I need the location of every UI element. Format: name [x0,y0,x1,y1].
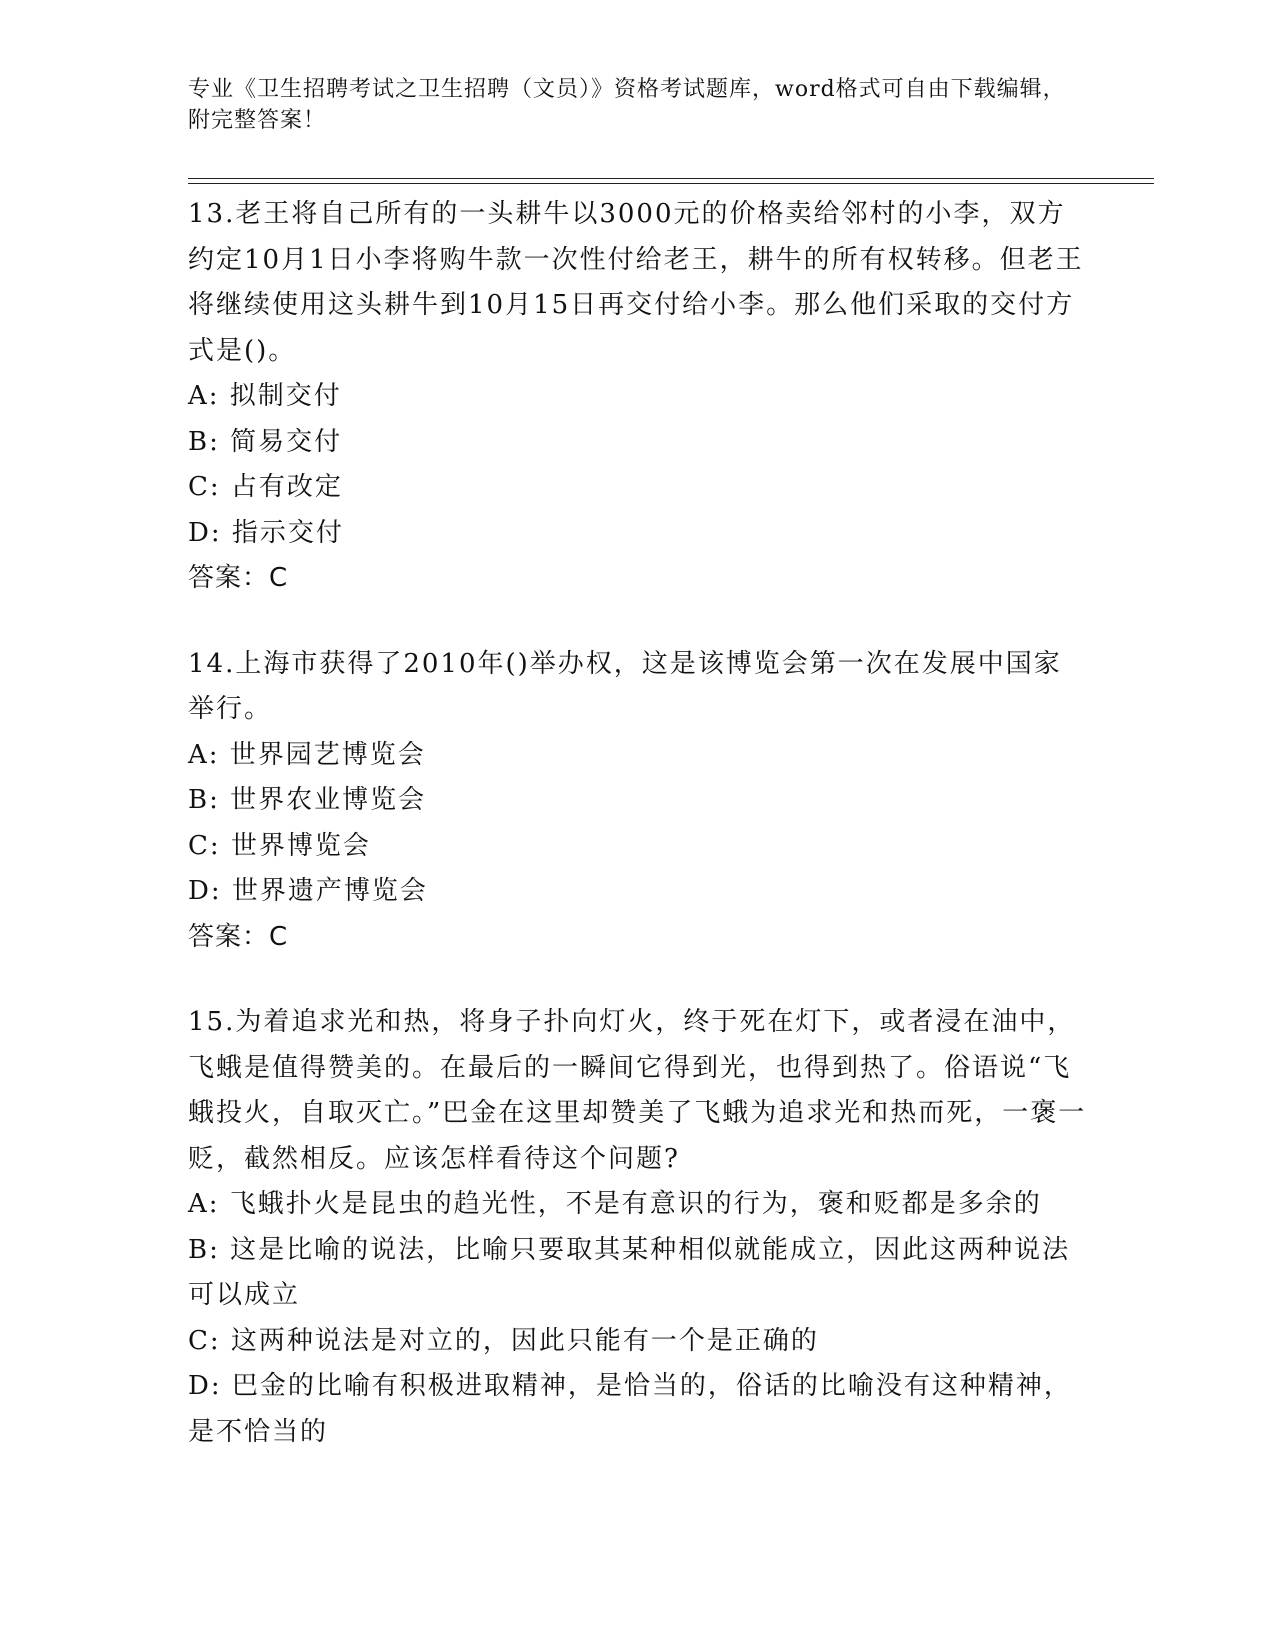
option-a: A: 世界园艺博览会 [188,739,426,770]
question-text: 13.老王将自己所有的一头耕牛以3000元的价格卖给邻村的小李，双方约定10月1日小李将购牛款一次性付给老王，耕牛的所有权转移。但老王将继续使用这头耕牛到10月15日再交付给小李。那么他们采取的交付方式是()。 [188,199,1084,366]
question-14 [188,642,1088,961]
option-c: C: 世界博览会 [188,830,371,861]
question-text: 15.为着追求光和热，将身子扑向灯火，终于死在灯下，或者浸在油中，飞蛾是值得赞美的。在最后的一瞬间它得到光，也得到热了。俗语说“飞蛾投火，自取灭亡。”巴金在这里却赞美了飞蛾为追求光和热而死，一褒一贬，截然相反。应该怎样看待这个问题? [188,1007,1087,1174]
option-c: C: 这两种说法是对立的，因此只能有一个是正确的 [188,1325,819,1356]
header-rule-top [188,178,1154,179]
option-d: D: 指示交付 [188,517,344,548]
option-b: B: 这是比喻的说法，比喻只要取其某种相似就能成立，因此这两种说法可以成立 [188,1234,1071,1310]
question-text: 14.上海市获得了2010年()举办权，这是该博览会第一次在发展中国家举行。 [188,648,1062,724]
question-list [188,192,1088,1495]
option-d: D: 巴金的比喻有积极进取精神，是恰当的，俗话的比喻没有这种精神，是不恰当的 [188,1371,1072,1447]
question-13 [188,192,1088,602]
option-b: B: 简易交付 [188,426,343,457]
header-rule-bottom [188,183,1154,184]
answer: 答案：C [188,921,289,952]
question-15 [188,1000,1088,1455]
option-d: D: 世界遗产博览会 [188,876,428,906]
option-a: A: 飞蛾扑火是昆虫的趋光性，不是有意识的行为，褒和贬都是多余的 [188,1189,1042,1219]
document-header: 专业《卫生招聘考试之卫生招聘（文员）》资格考试题库，word格式可自由下载编辑，附完整答案！ [188,77,1066,133]
answer: 答案：C [188,563,289,593]
option-c: C: 占有改定 [188,472,343,502]
option-b: B: 世界农业博览会 [188,785,427,815]
option-a: A: 拟制交付 [188,381,342,411]
